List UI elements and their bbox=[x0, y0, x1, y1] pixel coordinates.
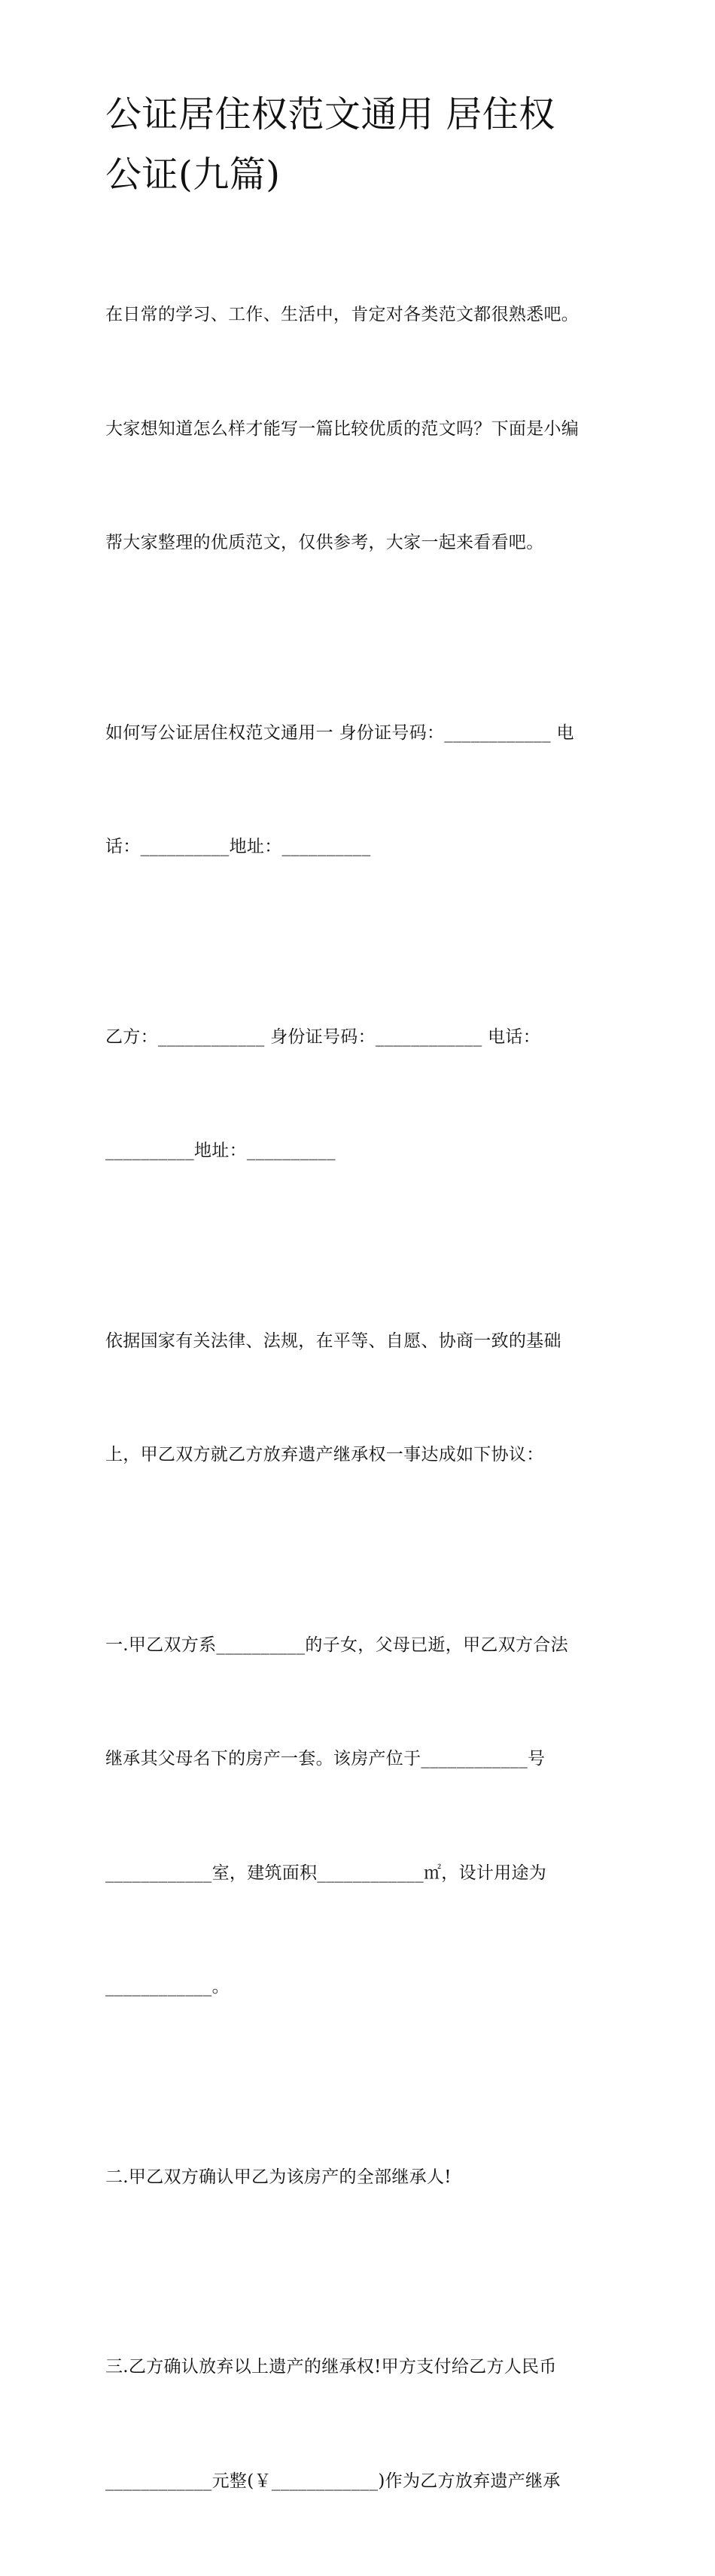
intro-paragraph bbox=[105, 220, 617, 638]
document-page bbox=[105, 84, 617, 2576]
text-line: 帮大家整理的优质范文，仅供参考，大家一起来看看吧。 bbox=[105, 533, 544, 552]
text-line: __________地址：__________ bbox=[105, 1141, 336, 1160]
text-line: 二.甲乙双方确认甲乙为该房产的全部继承人! bbox=[105, 2167, 452, 2187]
text-line: 上，甲乙双方就乙方放弃遗产继承权一事达成如下协议： bbox=[105, 1445, 544, 1464]
text-line: 继承其父母名下的房产一套。该房产位于____________号 bbox=[105, 1749, 546, 1769]
title-line: 公证居住权范文通用 居住权 bbox=[105, 93, 555, 135]
text-line: 三.乙方确认放弃以上遗产的继承权!甲方支付给乙方人民币 bbox=[105, 2357, 557, 2377]
basis-paragraph bbox=[105, 1246, 617, 1550]
text-line: 在日常的学习、工作、生活中，肯定对各类范文都很熟悉吧。 bbox=[105, 305, 580, 324]
document-title bbox=[105, 84, 617, 205]
title-line: 公证(九篇) bbox=[105, 154, 281, 196]
party-b-paragraph bbox=[105, 942, 617, 1246]
text-line: ____________元整(￥____________)作为乙方放弃遗产继承 bbox=[105, 2471, 561, 2491]
clause-3-paragraph bbox=[105, 2272, 617, 2576]
party-a-paragraph bbox=[105, 638, 617, 942]
text-line: 一.甲乙双方系__________的子女，父母已逝，甲乙双方合法 bbox=[105, 1635, 568, 1655]
text-line: 话：__________地址：__________ bbox=[105, 837, 371, 856]
text-line: 乙方：____________ 身份证号码：____________ 电话： bbox=[105, 1026, 541, 1047]
text-line: 如何写公证居住权范文通用一 身份证号码：____________ 电 bbox=[105, 722, 574, 743]
text-line: 大家想知道怎么样才能写一篇比较优质的范文吗？下面是小编 bbox=[105, 418, 580, 439]
document-body bbox=[105, 220, 617, 2576]
clause-2-paragraph bbox=[105, 2082, 617, 2273]
text-line: ____________室，建筑面积____________㎡，设计用途为 bbox=[105, 1863, 547, 1883]
text-line: ____________。 bbox=[105, 1977, 230, 1997]
clause-1-paragraph bbox=[105, 1550, 617, 2082]
text-line: 依据国家有关法律、法规，在平等、自愿、协商一致的基础 bbox=[105, 1331, 561, 1351]
